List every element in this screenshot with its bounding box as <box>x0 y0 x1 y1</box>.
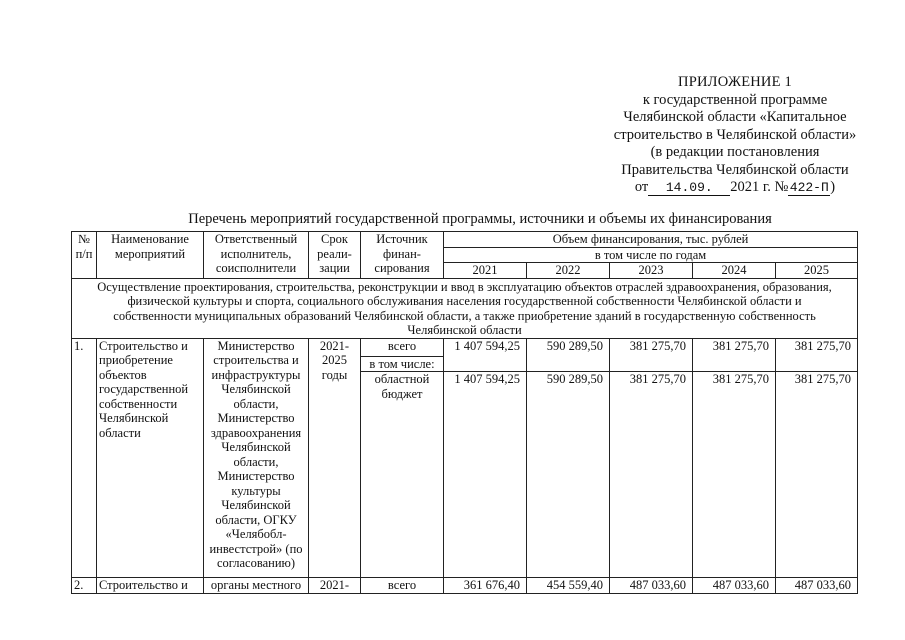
row-total-value: 590 289,50 <box>527 338 610 372</box>
row-total-value: 454 559,40 <box>527 578 610 594</box>
row-sub-value: 381 275,70 <box>776 372 858 578</box>
row-executor: органы местного <box>204 578 309 594</box>
header-year: 2021 <box>444 263 527 279</box>
row-including-label: в том числе: <box>361 356 444 372</box>
row-total-value: 487 033,60 <box>610 578 693 594</box>
list-title: Перечень мероприятий государственной программы, источники и объемы их финансирования <box>188 211 772 227</box>
financing-table <box>71 231 858 594</box>
header-year: 2024 <box>693 263 776 279</box>
row-sub-value: 381 275,70 <box>610 372 693 578</box>
header-year: 2025 <box>776 263 858 279</box>
header-source: Источник финан- сирования <box>361 232 444 279</box>
decree-number: 422-П <box>789 180 829 195</box>
appendix-line: строительство в Челябинской области» <box>613 126 857 143</box>
row-num: 1. <box>72 338 97 578</box>
row-total-value: 381 275,70 <box>776 338 858 372</box>
row-name: Строительство и <box>97 578 204 594</box>
header-num: № п/п <box>72 232 97 279</box>
row-num: 2. <box>72 578 97 594</box>
decree-date: 14.09. <box>648 181 730 196</box>
row-period: 2021-2025 годы <box>309 338 361 578</box>
header-period: Срок реали- зации <box>309 232 361 279</box>
from-label: от <box>634 179 649 195</box>
row-name: Строительство и приобретение объектов государственной собственности Челябинской области <box>97 338 204 578</box>
appendix-line: (в редакции постановления <box>650 144 820 160</box>
header-year: 2023 <box>610 263 693 279</box>
header-volume: Объем финансирования, тыс. рублей <box>444 232 858 248</box>
row-total-value: 381 275,70 <box>610 338 693 372</box>
appendix-date-line <box>540 179 905 197</box>
row-sub-value: 590 289,50 <box>527 372 610 578</box>
row-period: 2021- <box>309 578 361 594</box>
row-total-value: 487 033,60 <box>693 578 776 594</box>
row-total-value: 487 033,60 <box>776 578 858 594</box>
row-total-value: 1 407 594,25 <box>444 338 527 372</box>
row-total-value: 381 275,70 <box>693 338 776 372</box>
appendix-line: Правительства Челябинской области <box>621 161 849 178</box>
row-executor: Министерство строительства и инфраструктуры Челябинской области, Министерство здравоохранения Челябинской области, Министерство культуры Челябинской области, ОГКУ «Челябобл-инвестстрой» (по согласованию) <box>204 338 309 578</box>
header-year: 2022 <box>527 263 610 279</box>
header-by-years: в том числе по годам <box>444 247 858 263</box>
appendix-line: Челябинской области «Капитальное <box>623 109 847 125</box>
appendix-line: к государственной программе <box>642 91 828 108</box>
year-label: 2021 г. № <box>730 179 789 195</box>
section-title: Осуществление проектирования, строительства, реконструкции и ввод в эксплуатацию объектов отраслей здравоохранения, образования, физической культуры и спорта, социального обслуживания населения государственной собственности Челябинской области и собственности муниципальных образований Челябинской области, а также приобретение зданий в государственную собственность Челябинской области <box>72 278 858 338</box>
row-sub-source: областной бюджет <box>361 372 444 578</box>
row-total-value: 361 676,40 <box>444 578 527 594</box>
header-name: Наименование мероприятий <box>97 232 204 279</box>
appendix-title: ПРИЛОЖЕНИЕ 1 <box>678 74 792 90</box>
row-total-label: всего <box>361 338 444 356</box>
row-total-label: всего <box>361 578 444 594</box>
row-sub-value: 381 275,70 <box>693 372 776 578</box>
header-executor: Ответственный исполнитель, соисполнители <box>204 232 309 279</box>
appendix-header <box>540 74 905 197</box>
closing-paren: ) <box>830 179 836 195</box>
row-sub-value: 1 407 594,25 <box>444 372 527 578</box>
